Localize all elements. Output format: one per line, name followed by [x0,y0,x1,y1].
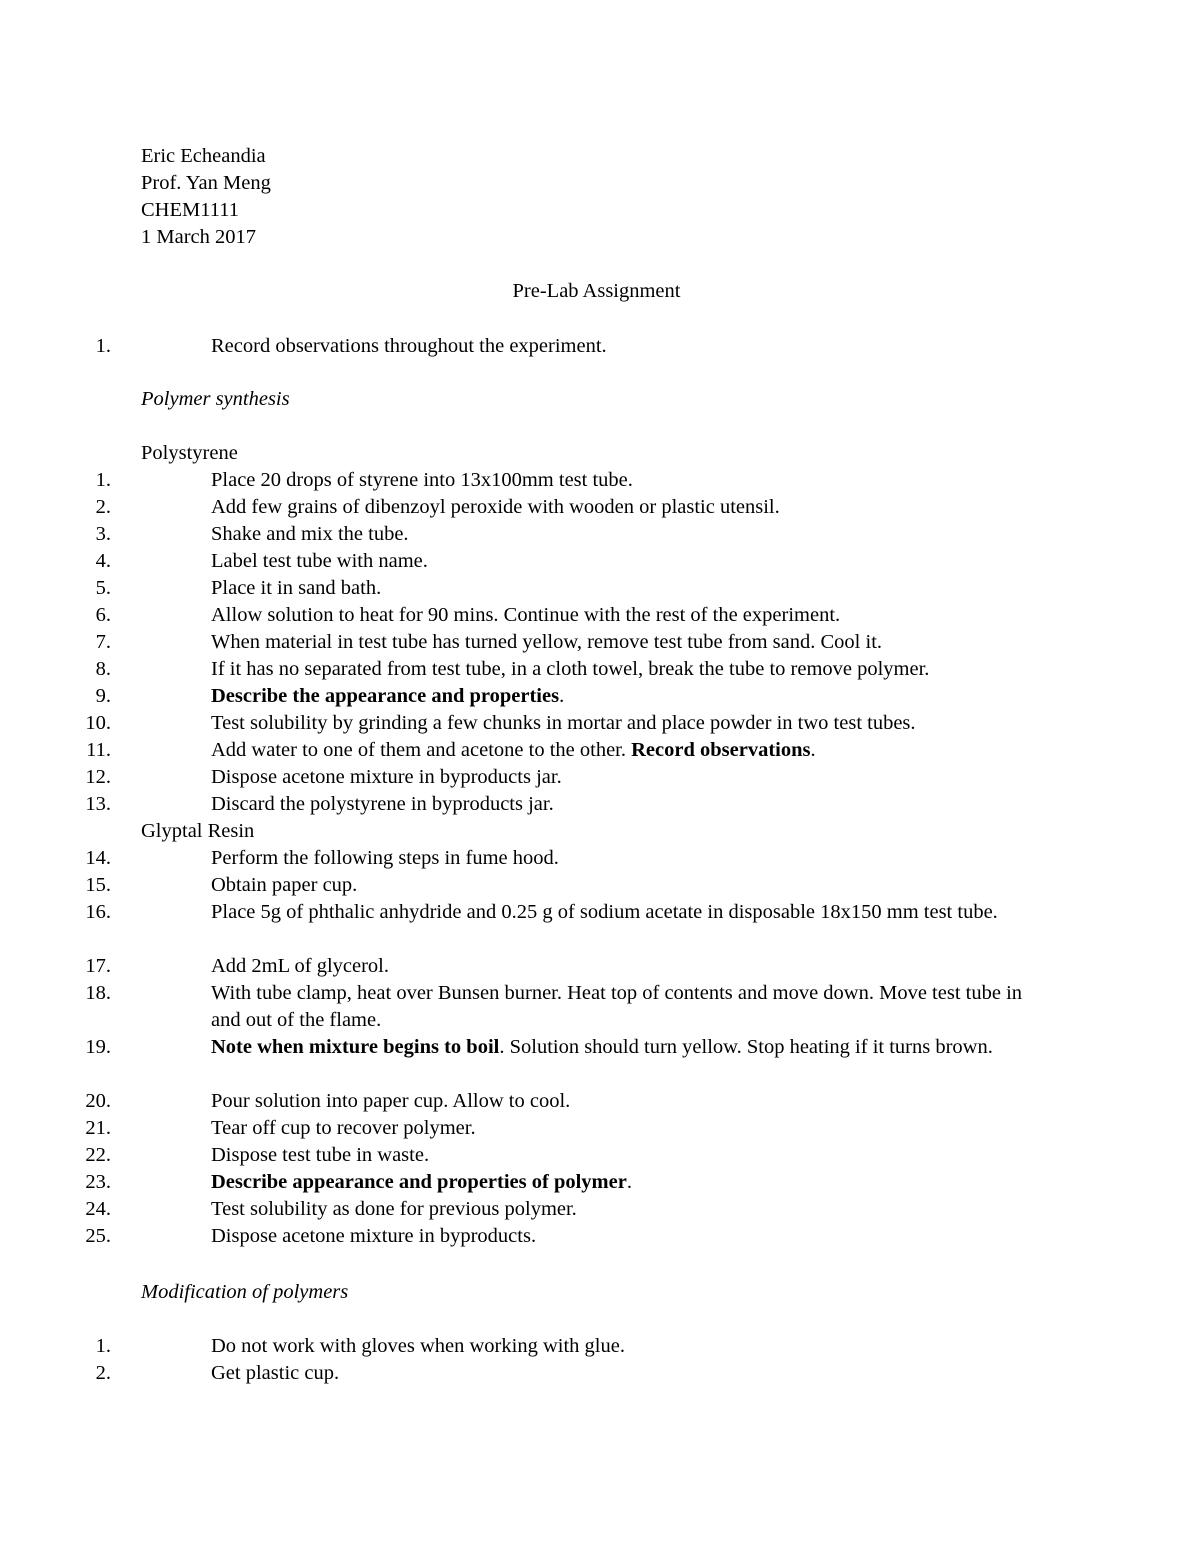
list-item-number: 9. [95,685,111,707]
list-item-tail: . [559,685,565,707]
list-item-number: 12. [85,766,111,788]
list-item-number: 16. [85,901,111,923]
list-item-text: If it has no separated from test tube, in a cloth towel, break the tube to remove polymer. [211,658,930,680]
subheading-polystyrene: Polystyrene [141,442,238,464]
professor-name: Prof. Yan Meng [141,172,271,194]
list-item-text: Tear off cup to recover polymer. [211,1117,476,1139]
list-item-number: 21. [85,1117,111,1139]
list-item-text: Discard the polystyrene in byproducts jar. [211,793,554,815]
list-item-text [211,1034,1051,1061]
list-item-text [211,1169,1051,1196]
list-item-text: When material in test tube has turned yellow, remove test tube from sand. Cool it. [211,631,883,653]
list-item-number: 8. [95,658,111,680]
list-item-number: 19. [85,1036,111,1058]
list-item-number: 17. [85,955,111,977]
list-item-text: Place it in sand bath. [211,577,382,599]
list-item-number: 3. [95,523,111,545]
list-item-text: Shake and mix the tube. [211,523,409,545]
list-item-text: Perform the following steps in fume hood. [211,847,559,869]
list-item-text: Obtain paper cup. [211,874,358,896]
list-item-text: Label test tube with name. [211,550,428,572]
list-item-text: Get plastic cup. [211,1362,340,1384]
list-item-bold-text: Describe the appearance and properties [211,685,560,707]
course-code: CHEM1111 [141,199,239,221]
list-item-number: 10. [85,712,111,734]
list-item-bold-text: Record observations [631,739,811,761]
list-item-text: Allow solution to heat for 90 mins. Continue with the rest of the experiment. [211,604,841,626]
page-title: Pre-Lab Assignment [512,280,681,302]
list-item-text: Place 5g of phthalic anhydride and 0.25 g of sodium acetate in disposable 18x150 mm test tube. [211,901,998,923]
list-item-number: 2. [95,1362,111,1384]
list-item-text: Record observations throughout the experiment. [211,335,607,357]
list-item-number: 5. [95,577,111,599]
list-item-number: 13. [85,793,111,815]
list-item-text: Pour solution into paper cup. Allow to cool. [211,1090,571,1112]
list-item-number: 11. [86,739,111,761]
list-item-text: Dispose test tube in waste. [211,1144,430,1166]
list-item-tail: . [626,1171,632,1193]
list-item-number: 23. [85,1171,111,1193]
list-item-number: 24. [85,1198,111,1220]
list-item-text: Test solubility by grinding a few chunks in mortar and place powder in two test tubes. [211,712,916,734]
list-item-number: 20. [85,1090,111,1112]
section-heading-modification-of-polymers: Modification of polymers [141,1281,349,1303]
list-item-number: 18. [85,982,111,1004]
list-item-number: 1. [95,335,111,357]
list-item-number: 4. [95,550,111,572]
list-item-text: Test solubility as done for previous polymer. [211,1198,577,1220]
list-item-number: 25. [85,1225,111,1247]
list-item-text: Dispose acetone mixture in byproducts. [211,1225,537,1247]
list-item-tail: . Solution should turn yellow. Stop heating if it turns brown. [499,1036,993,1058]
list-item-text: Dispose acetone mixture in byproducts jar. [211,766,562,788]
list-item-text: With tube clamp, heat over Bunsen burner. Heat top of contents and move down. Move test tube in and out of the flame. [211,982,1023,1031]
list-item-bold-text: Describe appearance and properties of polymer [211,1171,627,1193]
list-item-tail: . [810,739,816,761]
list-item-text [211,737,1051,764]
list-item-lead: Add water to one of them and acetone to the other. [211,739,632,761]
list-item-number: 2. [95,496,111,518]
section-heading-polymer-synthesis: Polymer synthesis [141,388,290,410]
list-item-bold-text: Note when mixture begins to boil [211,1036,500,1058]
list-item-number: 7. [95,631,111,653]
list-item-text: Do not work with gloves when working with glue. [211,1335,625,1357]
list-item-number: 6. [95,604,111,626]
subheading-glyptal-resin: Glyptal Resin [141,820,255,842]
list-item-text [211,683,1051,710]
list-item-number: 1. [95,1335,111,1357]
list-item-number: 15. [85,874,111,896]
list-item-text: Place 20 drops of styrene into 13x100mm test tube. [211,469,633,491]
list-item-number: 14. [85,847,111,869]
list-item-text: Add few grains of dibenzoyl peroxide with wooden or plastic utensil. [211,496,780,518]
list-item-number: 1. [95,469,111,491]
author-name: Eric Echeandia [141,145,266,167]
document-date: 1 March 2017 [141,226,257,248]
list-item-text: Add 2mL of glycerol. [211,955,390,977]
list-item-number: 22. [85,1144,111,1166]
